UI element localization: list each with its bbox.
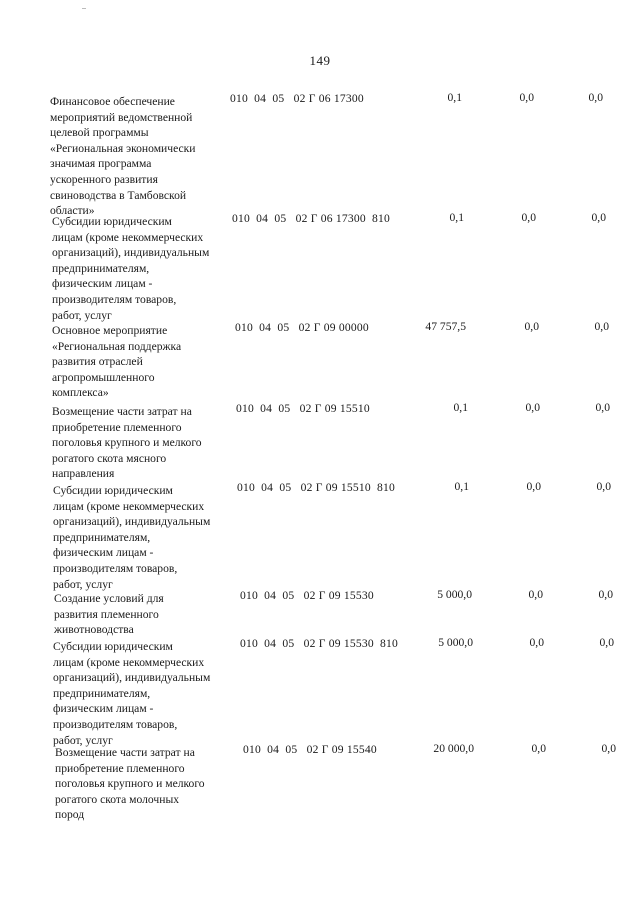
row-name-line: значимая программа <box>50 157 152 171</box>
value-current-year: 0,1 <box>447 91 462 104</box>
value-year-after: 0,0 <box>596 480 611 493</box>
row-code: 010 04 05 02 Г 06 17300 <box>230 92 364 105</box>
page-number: 149 <box>309 53 331 68</box>
row-name-line: развития отраслей <box>52 355 143 369</box>
value-year-after: 0,0 <box>595 401 610 414</box>
row-name-line: производителям товаров, <box>53 561 178 575</box>
row-name-line: Возмещение части затрат на <box>55 746 195 759</box>
row-name-line: агропромышленного <box>52 370 155 384</box>
row-code: 010 04 05 02 Г 09 15510 <box>236 402 370 415</box>
row-name-line: предпринимателям, <box>53 530 151 544</box>
row-name-line: лицам (кроме некоммерческих <box>52 230 204 244</box>
row-name <box>53 483 253 592</box>
row-name-line: Субсидии юридическим <box>52 215 172 228</box>
row-name-line: животноводства <box>54 623 134 637</box>
row-name-line: Создание условий для <box>54 592 164 605</box>
row-name-line: приобретение племенного <box>52 420 182 434</box>
row-name-line: физическим лицам - <box>53 546 154 560</box>
value-next-year: 0,0 <box>524 320 539 333</box>
row-code: 010 04 05 02 Г 09 00000 <box>235 321 369 334</box>
row-name-line: Субсидии юридическим <box>53 484 173 497</box>
row-name-line: предпринимателям, <box>53 686 151 700</box>
row-name-line: рогатого скота молочных <box>55 792 180 806</box>
row-code: 010 04 05 02 Г 09 15530 <box>240 589 374 602</box>
row-name-line: области» <box>50 204 95 218</box>
row-name-line: мероприятий ведомственной <box>50 110 193 124</box>
value-year-after: 0,0 <box>588 91 603 104</box>
row-name-line: «Региональная экономически <box>50 141 196 155</box>
row-name-line: производителям товаров, <box>52 292 177 306</box>
row-name-line: развития племенного <box>54 607 159 621</box>
row-name-line: Основное мероприятие <box>52 324 168 337</box>
value-year-after: 0,0 <box>598 588 613 601</box>
row-name-line: приобретение племенного <box>55 761 185 775</box>
value-next-year: 0,0 <box>531 742 546 755</box>
value-next-year: 0,0 <box>521 211 536 224</box>
value-year-after: 0,0 <box>591 211 606 224</box>
scan-artifact <box>82 8 86 9</box>
value-next-year: 0,0 <box>528 588 543 601</box>
row-code: 010 04 05 02 Г 06 17300 810 <box>232 212 391 225</box>
row-code: 010 04 05 02 Г 09 15510 810 <box>237 481 396 494</box>
row-name <box>52 404 252 482</box>
row-name <box>52 214 252 323</box>
row-name-line: производителям товаров, <box>53 717 178 731</box>
row-name-line: работ, услуг <box>52 308 112 322</box>
value-current-year: 20 000,0 <box>433 742 474 755</box>
value-year-after: 0,0 <box>594 320 609 333</box>
row-code: 010 04 05 02 Г 09 15540 <box>243 743 377 756</box>
row-name <box>50 94 250 219</box>
row-name-line: целевой программы <box>50 126 149 140</box>
value-current-year: 0,1 <box>453 401 468 414</box>
row-name <box>55 745 255 823</box>
value-year-after: 0,0 <box>599 636 614 649</box>
row-name-line: лицам (кроме некоммерческих <box>53 655 205 669</box>
row-name-line: поголовья крупного и мелкого <box>52 436 202 450</box>
row-name-line: свиноводства в Тамбовской <box>50 188 187 202</box>
row-name-line: работ, услуг <box>53 577 113 591</box>
row-name-line: Финансовое обеспечение <box>50 95 175 108</box>
row-name-line: организаций), индивидуальным <box>53 671 211 685</box>
row-name-line: лицам (кроме некоммерческих <box>53 499 205 513</box>
value-current-year: 47 757,5 <box>425 320 466 333</box>
row-name-line: Субсидии юридическим <box>53 640 173 653</box>
value-next-year: 0,0 <box>519 91 534 104</box>
row-name-line: Возмещение части затрат на <box>52 405 192 418</box>
row-name-line: организаций), индивидуальным <box>52 246 210 260</box>
row-name-line: направления <box>52 467 115 481</box>
value-current-year: 5 000,0 <box>437 588 472 601</box>
value-next-year: 0,0 <box>526 480 541 493</box>
row-name-line: организаций), индивидуальным <box>53 515 211 529</box>
row-name <box>53 639 253 748</box>
value-next-year: 0,0 <box>529 636 544 649</box>
row-name-line: предпринимателям, <box>52 261 150 275</box>
row-name <box>54 591 254 638</box>
row-name-line: физическим лицам - <box>53 702 154 716</box>
value-current-year: 0,1 <box>454 480 469 493</box>
row-name-line: работ, услуг <box>53 733 113 747</box>
value-current-year: 0,1 <box>449 211 464 224</box>
row-name-line: «Региональная поддержка <box>52 339 182 353</box>
row-name-line: поголовья крупного и мелкого <box>55 777 205 791</box>
value-current-year: 5 000,0 <box>438 636 473 649</box>
row-name-line: комплекса» <box>52 386 109 400</box>
row-code: 010 04 05 02 Г 09 15530 810 <box>240 637 399 650</box>
row-name-line: рогатого скота мясного <box>52 451 167 465</box>
row-name <box>52 323 252 401</box>
value-year-after: 0,0 <box>601 742 616 755</box>
row-name-line: пород <box>55 808 85 822</box>
row-name-line: физическим лицам - <box>52 277 153 291</box>
row-name-line: ускоренного развития <box>50 172 158 186</box>
value-next-year: 0,0 <box>525 401 540 414</box>
